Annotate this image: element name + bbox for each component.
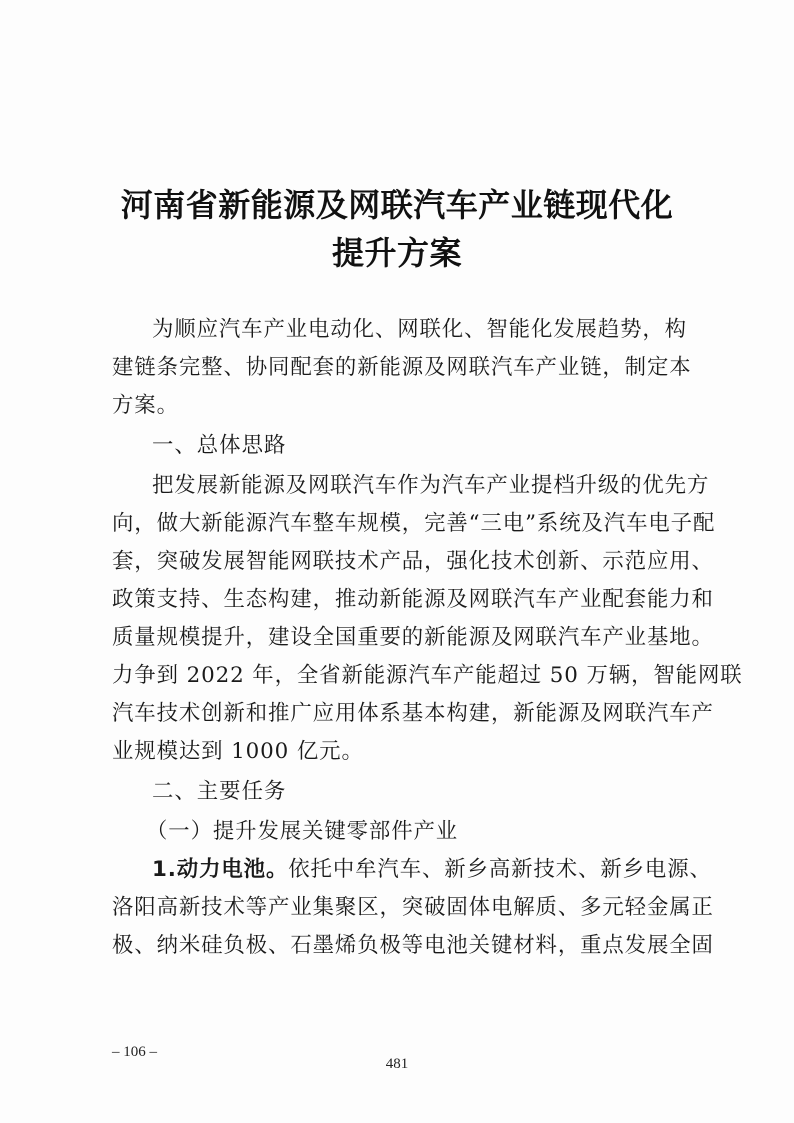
paragraph-line: 力争到 2022 年，全省新能源汽车产能超过 50 万辆，智能网联 [112, 663, 743, 688]
printed-page-number: – 106 – [112, 1044, 157, 1060]
paragraph-line: 向，做大新能源汽车整车规模，完善“三电”系统及汽车电子配 [112, 511, 716, 536]
paragraph-line: 洛阳高新技术等产业集聚区，突破固体电解质、多元轻金属正 [112, 895, 714, 920]
section-heading: 一、总体思路 [152, 433, 287, 458]
paragraph-line: 极、纳米硅负极、石墨烯负极等电池关键材料，重点发展全固 [112, 933, 714, 958]
page-number: 481 [385, 1056, 409, 1072]
paragraph-line: 为顺应汽车产业电动化、网联化、智能化发展趋势，构 [152, 317, 687, 342]
paragraph-line: 方案。 [112, 393, 179, 418]
paragraph-line: 汽车技术创新和推广应用体系基本构建，新能源及网联汽车产 [112, 701, 714, 726]
subsection-heading: （一）提升发展关键零部件产业 [146, 819, 459, 844]
paragraph-line: 1.动力电池。依托中牟汽车、新乡高新技术、新乡电源、 [152, 857, 712, 882]
paragraph-line: 把发展新能源及网联汽车作为汽车产业提档升级的优先方 [152, 473, 710, 498]
paragraph-line: 建链条完整、协同配套的新能源及网联汽车产业链，制定本 [112, 355, 692, 380]
term-label: 1.动力电池。 [152, 857, 289, 882]
paragraph-line: 套，突破发展智能网联技术产品，强化技术创新、示范应用、 [112, 549, 714, 574]
paragraph-line: 政策支持、生态构建，推动新能源及网联汽车产业配套能力和 [112, 587, 714, 612]
document-title-line-2: 提升方案 [331, 234, 462, 272]
section-heading: 二、主要任务 [152, 779, 287, 804]
document-title-line-1: 河南省新能源及网联汽车产业链现代化 [120, 186, 674, 224]
paragraph-line: 业规模达到 1000 亿元。 [112, 739, 364, 764]
paragraph-line: 质量规模提升，建设全国重要的新能源及网联汽车产业基地。 [112, 625, 714, 650]
